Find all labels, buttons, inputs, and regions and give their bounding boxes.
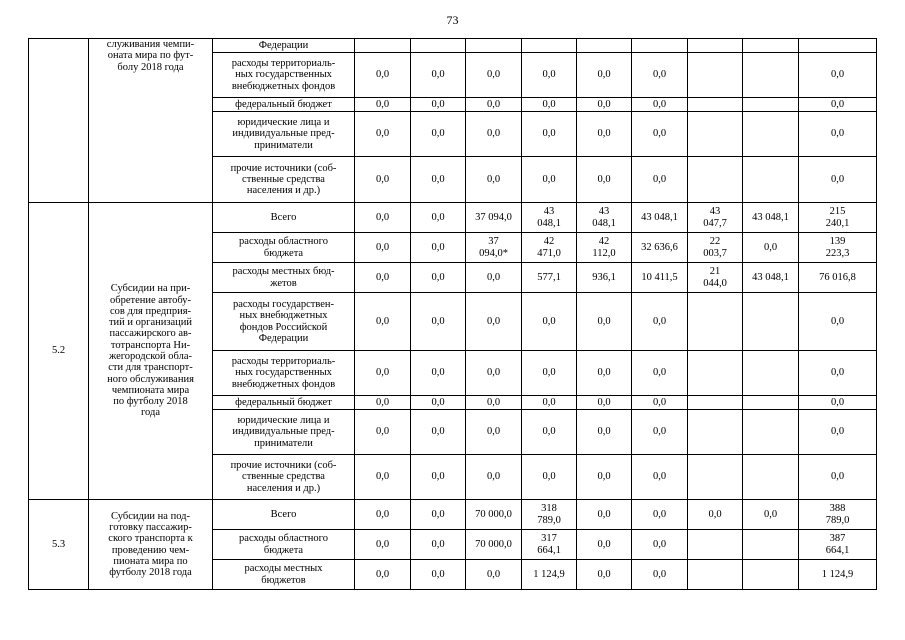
value-text: 43 048,1 bbox=[537, 206, 561, 229]
item-description-cell bbox=[89, 203, 213, 500]
value-cell: 0,0 bbox=[411, 157, 466, 203]
value-cell bbox=[411, 263, 466, 293]
total-cell bbox=[799, 233, 877, 263]
source-label-text: расходы областного бюджета bbox=[239, 533, 328, 556]
value-text: 318 789,0 bbox=[537, 503, 561, 526]
item-description: Субсидии на под- готовку пассажир- ского транспорта к проведению чем- пионата мира по футболу 2018 года bbox=[108, 510, 193, 579]
value-text: 0,0 bbox=[597, 508, 611, 520]
source-label bbox=[213, 455, 355, 500]
value-cell bbox=[743, 203, 799, 233]
value-cell: 0,0 bbox=[466, 112, 522, 157]
value-cell bbox=[411, 233, 466, 263]
source-label bbox=[213, 500, 355, 530]
total-cell: 0,0 bbox=[799, 98, 877, 112]
value-cell: 0,0 bbox=[355, 293, 411, 351]
value-text: 0,0 bbox=[375, 568, 390, 580]
value-cell: 0,0 bbox=[577, 410, 632, 455]
value-text: 0,0 bbox=[763, 508, 778, 520]
value-text: 0,0 bbox=[597, 568, 611, 580]
value-text: 22 003,7 bbox=[703, 236, 727, 259]
value-text: 70 000,0 bbox=[475, 508, 512, 520]
value-cell bbox=[743, 112, 799, 157]
value-cell bbox=[411, 203, 466, 233]
value-cell: 0,0 bbox=[632, 293, 688, 351]
value-cell bbox=[355, 233, 411, 263]
value-text: 70 000,0 bbox=[475, 538, 512, 550]
value-cell bbox=[743, 560, 799, 590]
value-text: 21 044,0 bbox=[703, 266, 727, 289]
value-cell: 0,0 bbox=[466, 396, 522, 410]
value-cell bbox=[632, 233, 688, 263]
value-cell bbox=[411, 500, 466, 530]
source-label-text: расходы местных бюд- жетов bbox=[232, 266, 335, 289]
value-cell: 0,0 bbox=[411, 396, 466, 410]
source-label-text: федеральный бюджет bbox=[235, 396, 332, 408]
value-cell bbox=[355, 263, 411, 293]
value-cell bbox=[355, 560, 411, 590]
value-cell bbox=[355, 39, 411, 53]
value-cell: 0,0 bbox=[355, 455, 411, 500]
table-row bbox=[29, 500, 877, 530]
value-cell: 0,0 bbox=[577, 293, 632, 351]
row-number-cell bbox=[29, 39, 89, 203]
total-cell: 0,0 bbox=[799, 351, 877, 396]
value-text: 0,0 bbox=[431, 241, 445, 253]
value-cell: 0,0 bbox=[577, 98, 632, 112]
total-cell: 0,0 bbox=[799, 410, 877, 455]
page-number: 73 bbox=[446, 13, 459, 27]
value-cell bbox=[577, 203, 632, 233]
value-cell bbox=[466, 233, 522, 263]
value-cell bbox=[577, 233, 632, 263]
value-cell bbox=[411, 39, 466, 53]
source-label bbox=[213, 293, 355, 351]
value-cell bbox=[632, 203, 688, 233]
total-cell: 0,0 bbox=[799, 396, 877, 410]
value-cell bbox=[743, 157, 799, 203]
value-text: 0,0 bbox=[375, 241, 390, 253]
value-cell: 0,0 bbox=[411, 112, 466, 157]
value-cell bbox=[743, 263, 799, 293]
total-text: 139 223,3 bbox=[825, 236, 850, 259]
source-label bbox=[213, 233, 355, 263]
value-cell: 0,0 bbox=[632, 351, 688, 396]
value-cell: 0,0 bbox=[355, 396, 411, 410]
source-label bbox=[213, 98, 355, 112]
source-label-text: расходы областного бюджета bbox=[239, 236, 328, 259]
value-cell bbox=[743, 98, 799, 112]
value-cell: 0,0 bbox=[466, 293, 522, 351]
value-cell bbox=[522, 203, 577, 233]
value-cell: 0,0 bbox=[632, 410, 688, 455]
source-label-text: юридические лица и индивидуальные пред- приниматели bbox=[232, 117, 335, 151]
total-cell bbox=[799, 500, 877, 530]
value-text: 10 411,5 bbox=[641, 271, 678, 283]
source-label bbox=[213, 157, 355, 203]
source-label bbox=[213, 351, 355, 396]
value-cell bbox=[466, 39, 522, 53]
value-text: 0,0 bbox=[652, 538, 667, 550]
value-cell: 0,0 bbox=[577, 396, 632, 410]
value-cell bbox=[688, 351, 743, 396]
value-text: 42 471,0 bbox=[537, 236, 561, 259]
value-cell bbox=[688, 500, 743, 530]
value-text: 936,1 bbox=[592, 271, 616, 283]
value-cell bbox=[522, 233, 577, 263]
value-cell bbox=[688, 396, 743, 410]
total-cell: 0,0 bbox=[799, 157, 877, 203]
value-cell: 0,0 bbox=[522, 351, 577, 396]
source-label-text: федеральный бюджет bbox=[235, 98, 332, 110]
value-cell bbox=[577, 39, 632, 53]
item-description: Субсидии на при- обретение автобу- сов для предприя- тий и организаций пассажирского ав- тотранспорта Ни- жегородской обла- сти для транспорт- ного обслуживания чемпионата мира по футболу 2018 года bbox=[107, 283, 194, 419]
source-label bbox=[213, 112, 355, 157]
total-cell bbox=[799, 560, 877, 590]
value-cell bbox=[688, 410, 743, 455]
total-cell: 0,0 bbox=[799, 112, 877, 157]
value-cell: 0,0 bbox=[466, 351, 522, 396]
value-text: 577,1 bbox=[537, 271, 561, 283]
value-cell bbox=[688, 203, 743, 233]
value-text: 43 047,7 bbox=[703, 206, 727, 229]
source-label bbox=[213, 39, 355, 53]
value-cell bbox=[688, 293, 743, 351]
source-label-text: юридические лица и индивидуальные пред- приниматели bbox=[232, 415, 335, 449]
source-label-text: Всего bbox=[270, 508, 297, 520]
value-cell bbox=[355, 203, 411, 233]
value-text: 0,0 bbox=[652, 508, 667, 520]
value-text: 0,0 bbox=[597, 538, 611, 550]
value-text: 42 112,0 bbox=[592, 236, 616, 259]
value-text: 317 664,1 bbox=[537, 533, 561, 556]
source-label-text: прочие источники (соб- ственные средства населения и др.) bbox=[230, 162, 337, 197]
value-cell: 0,0 bbox=[577, 455, 632, 500]
total-cell bbox=[799, 203, 877, 233]
value-cell bbox=[743, 410, 799, 455]
value-cell: 0,0 bbox=[355, 98, 411, 112]
value-text: 43 048,1 bbox=[592, 206, 616, 229]
value-cell: 0,0 bbox=[411, 410, 466, 455]
source-label bbox=[213, 410, 355, 455]
value-cell bbox=[632, 530, 688, 560]
value-cell: 0,0 bbox=[522, 157, 577, 203]
value-cell bbox=[522, 500, 577, 530]
value-text: 0,0 bbox=[486, 568, 501, 580]
total-text: 387 664,1 bbox=[825, 533, 850, 556]
value-text: 43 048,1 bbox=[752, 271, 789, 283]
value-text: 0,0 bbox=[375, 508, 390, 520]
value-cell: 0,0 bbox=[411, 53, 466, 98]
value-cell bbox=[688, 530, 743, 560]
value-cell bbox=[743, 39, 799, 53]
total-cell bbox=[799, 530, 877, 560]
item-description-cell bbox=[89, 500, 213, 590]
value-cell bbox=[522, 263, 577, 293]
table-row bbox=[29, 39, 877, 53]
value-cell bbox=[632, 263, 688, 293]
total-cell bbox=[799, 39, 877, 53]
value-text: 0,0 bbox=[431, 211, 445, 223]
value-text: 0,0 bbox=[431, 538, 445, 550]
value-cell bbox=[466, 560, 522, 590]
value-cell bbox=[688, 263, 743, 293]
value-cell: 0,0 bbox=[577, 112, 632, 157]
value-text: 0,0 bbox=[431, 271, 445, 283]
table-row bbox=[29, 203, 877, 233]
value-text: 37 094,0* bbox=[479, 236, 508, 259]
value-cell: 0,0 bbox=[632, 112, 688, 157]
total-text: 388 789,0 bbox=[825, 503, 850, 526]
value-text: 0,0 bbox=[763, 241, 778, 253]
total-cell bbox=[799, 263, 877, 293]
value-cell bbox=[688, 560, 743, 590]
value-cell bbox=[743, 293, 799, 351]
value-cell: 0,0 bbox=[411, 455, 466, 500]
budget-table bbox=[28, 38, 877, 590]
value-cell: 0,0 bbox=[632, 98, 688, 112]
value-cell: 0,0 bbox=[411, 293, 466, 351]
value-cell bbox=[466, 263, 522, 293]
value-text: 0,0 bbox=[375, 211, 390, 223]
value-text: 0,0 bbox=[375, 271, 390, 283]
value-text: 32 636,6 bbox=[641, 241, 678, 253]
source-label-text: расходы территориаль- ных государственных внебюджетных фондов bbox=[231, 356, 336, 390]
value-cell bbox=[577, 530, 632, 560]
value-cell bbox=[632, 500, 688, 530]
source-label bbox=[213, 203, 355, 233]
value-cell bbox=[577, 263, 632, 293]
value-cell bbox=[522, 560, 577, 590]
value-cell bbox=[743, 233, 799, 263]
value-text: 0,0 bbox=[652, 568, 667, 580]
total-cell: 0,0 bbox=[799, 53, 877, 98]
value-cell: 0,0 bbox=[522, 396, 577, 410]
value-cell: 0,0 bbox=[355, 53, 411, 98]
item-description-cell bbox=[89, 39, 213, 203]
value-cell bbox=[743, 396, 799, 410]
value-cell bbox=[577, 560, 632, 590]
value-cell bbox=[743, 455, 799, 500]
value-cell: 0,0 bbox=[577, 351, 632, 396]
total-text: 76 016,8 bbox=[819, 271, 856, 283]
value-text: 0,0 bbox=[486, 271, 501, 283]
source-label bbox=[213, 396, 355, 410]
value-cell: 0,0 bbox=[632, 455, 688, 500]
value-cell bbox=[411, 560, 466, 590]
value-cell: 0,0 bbox=[355, 351, 411, 396]
value-text: 37 094,0 bbox=[475, 211, 512, 223]
value-cell bbox=[522, 39, 577, 53]
value-cell bbox=[743, 500, 799, 530]
source-label bbox=[213, 560, 355, 590]
row-number-cell: 5.3 bbox=[29, 500, 89, 590]
value-cell bbox=[577, 500, 632, 530]
value-cell bbox=[743, 530, 799, 560]
total-cell: 0,0 bbox=[799, 455, 877, 500]
value-cell bbox=[355, 530, 411, 560]
value-cell bbox=[688, 98, 743, 112]
value-cell bbox=[466, 500, 522, 530]
value-cell: 0,0 bbox=[577, 157, 632, 203]
value-cell bbox=[466, 203, 522, 233]
value-cell bbox=[688, 39, 743, 53]
value-cell: 0,0 bbox=[411, 98, 466, 112]
value-cell: 0,0 bbox=[522, 53, 577, 98]
source-label bbox=[213, 263, 355, 293]
source-label-text: расходы местных бюджетов bbox=[244, 563, 323, 586]
value-cell: 0,0 bbox=[466, 157, 522, 203]
value-cell bbox=[688, 233, 743, 263]
value-cell: 0,0 bbox=[522, 455, 577, 500]
value-cell: 0,0 bbox=[466, 98, 522, 112]
total-text: 215 240,1 bbox=[825, 206, 850, 229]
source-label bbox=[213, 53, 355, 98]
value-cell: 0,0 bbox=[522, 410, 577, 455]
value-cell bbox=[411, 530, 466, 560]
value-text: 43 048,1 bbox=[752, 211, 789, 223]
value-cell: 0,0 bbox=[411, 351, 466, 396]
value-text: 0,0 bbox=[431, 568, 445, 580]
total-text: 1 124,9 bbox=[821, 568, 854, 580]
value-cell: 0,0 bbox=[355, 410, 411, 455]
value-text: 0,0 bbox=[708, 508, 722, 520]
value-cell: 0,0 bbox=[355, 157, 411, 203]
value-cell: 0,0 bbox=[522, 112, 577, 157]
value-cell: 0,0 bbox=[466, 410, 522, 455]
value-cell: 0,0 bbox=[466, 53, 522, 98]
item-description: служивания чемпи- оната мира по фут- болу 2018 года bbox=[106, 39, 195, 73]
value-cell bbox=[522, 530, 577, 560]
value-cell bbox=[355, 500, 411, 530]
source-label-text: прочие источники (соб- ственные средства населения и др.) bbox=[230, 460, 337, 494]
value-cell bbox=[688, 53, 743, 98]
source-label bbox=[213, 530, 355, 560]
value-cell bbox=[466, 530, 522, 560]
value-text: 1 124,9 bbox=[533, 568, 565, 580]
value-cell bbox=[743, 53, 799, 98]
value-cell: 0,0 bbox=[522, 98, 577, 112]
value-text: 0,0 bbox=[431, 508, 445, 520]
value-cell bbox=[688, 112, 743, 157]
value-cell: 0,0 bbox=[466, 455, 522, 500]
source-label-text: расходы территориаль- ных государственных внебюджетных фондов bbox=[231, 58, 336, 92]
value-cell: 0,0 bbox=[632, 53, 688, 98]
value-cell: 0,0 bbox=[577, 53, 632, 98]
value-cell: 0,0 bbox=[632, 396, 688, 410]
value-cell bbox=[632, 560, 688, 590]
source-label-text: Всего bbox=[270, 211, 297, 223]
total-cell: 0,0 bbox=[799, 293, 877, 351]
value-text: 43 048,1 bbox=[641, 211, 678, 223]
source-label-text: расходы государствен- ных внебюджетных фондов Российской Федерации bbox=[232, 298, 335, 344]
value-cell: 0,0 bbox=[355, 112, 411, 157]
value-cell: 0,0 bbox=[522, 293, 577, 351]
value-cell bbox=[688, 157, 743, 203]
value-cell: 0,0 bbox=[632, 157, 688, 203]
value-text: 0,0 bbox=[375, 538, 390, 550]
value-cell bbox=[632, 39, 688, 53]
source-label-text: Федерации bbox=[258, 39, 309, 51]
value-cell bbox=[688, 455, 743, 500]
row-number-cell: 5.2 bbox=[29, 203, 89, 500]
value-cell bbox=[743, 351, 799, 396]
